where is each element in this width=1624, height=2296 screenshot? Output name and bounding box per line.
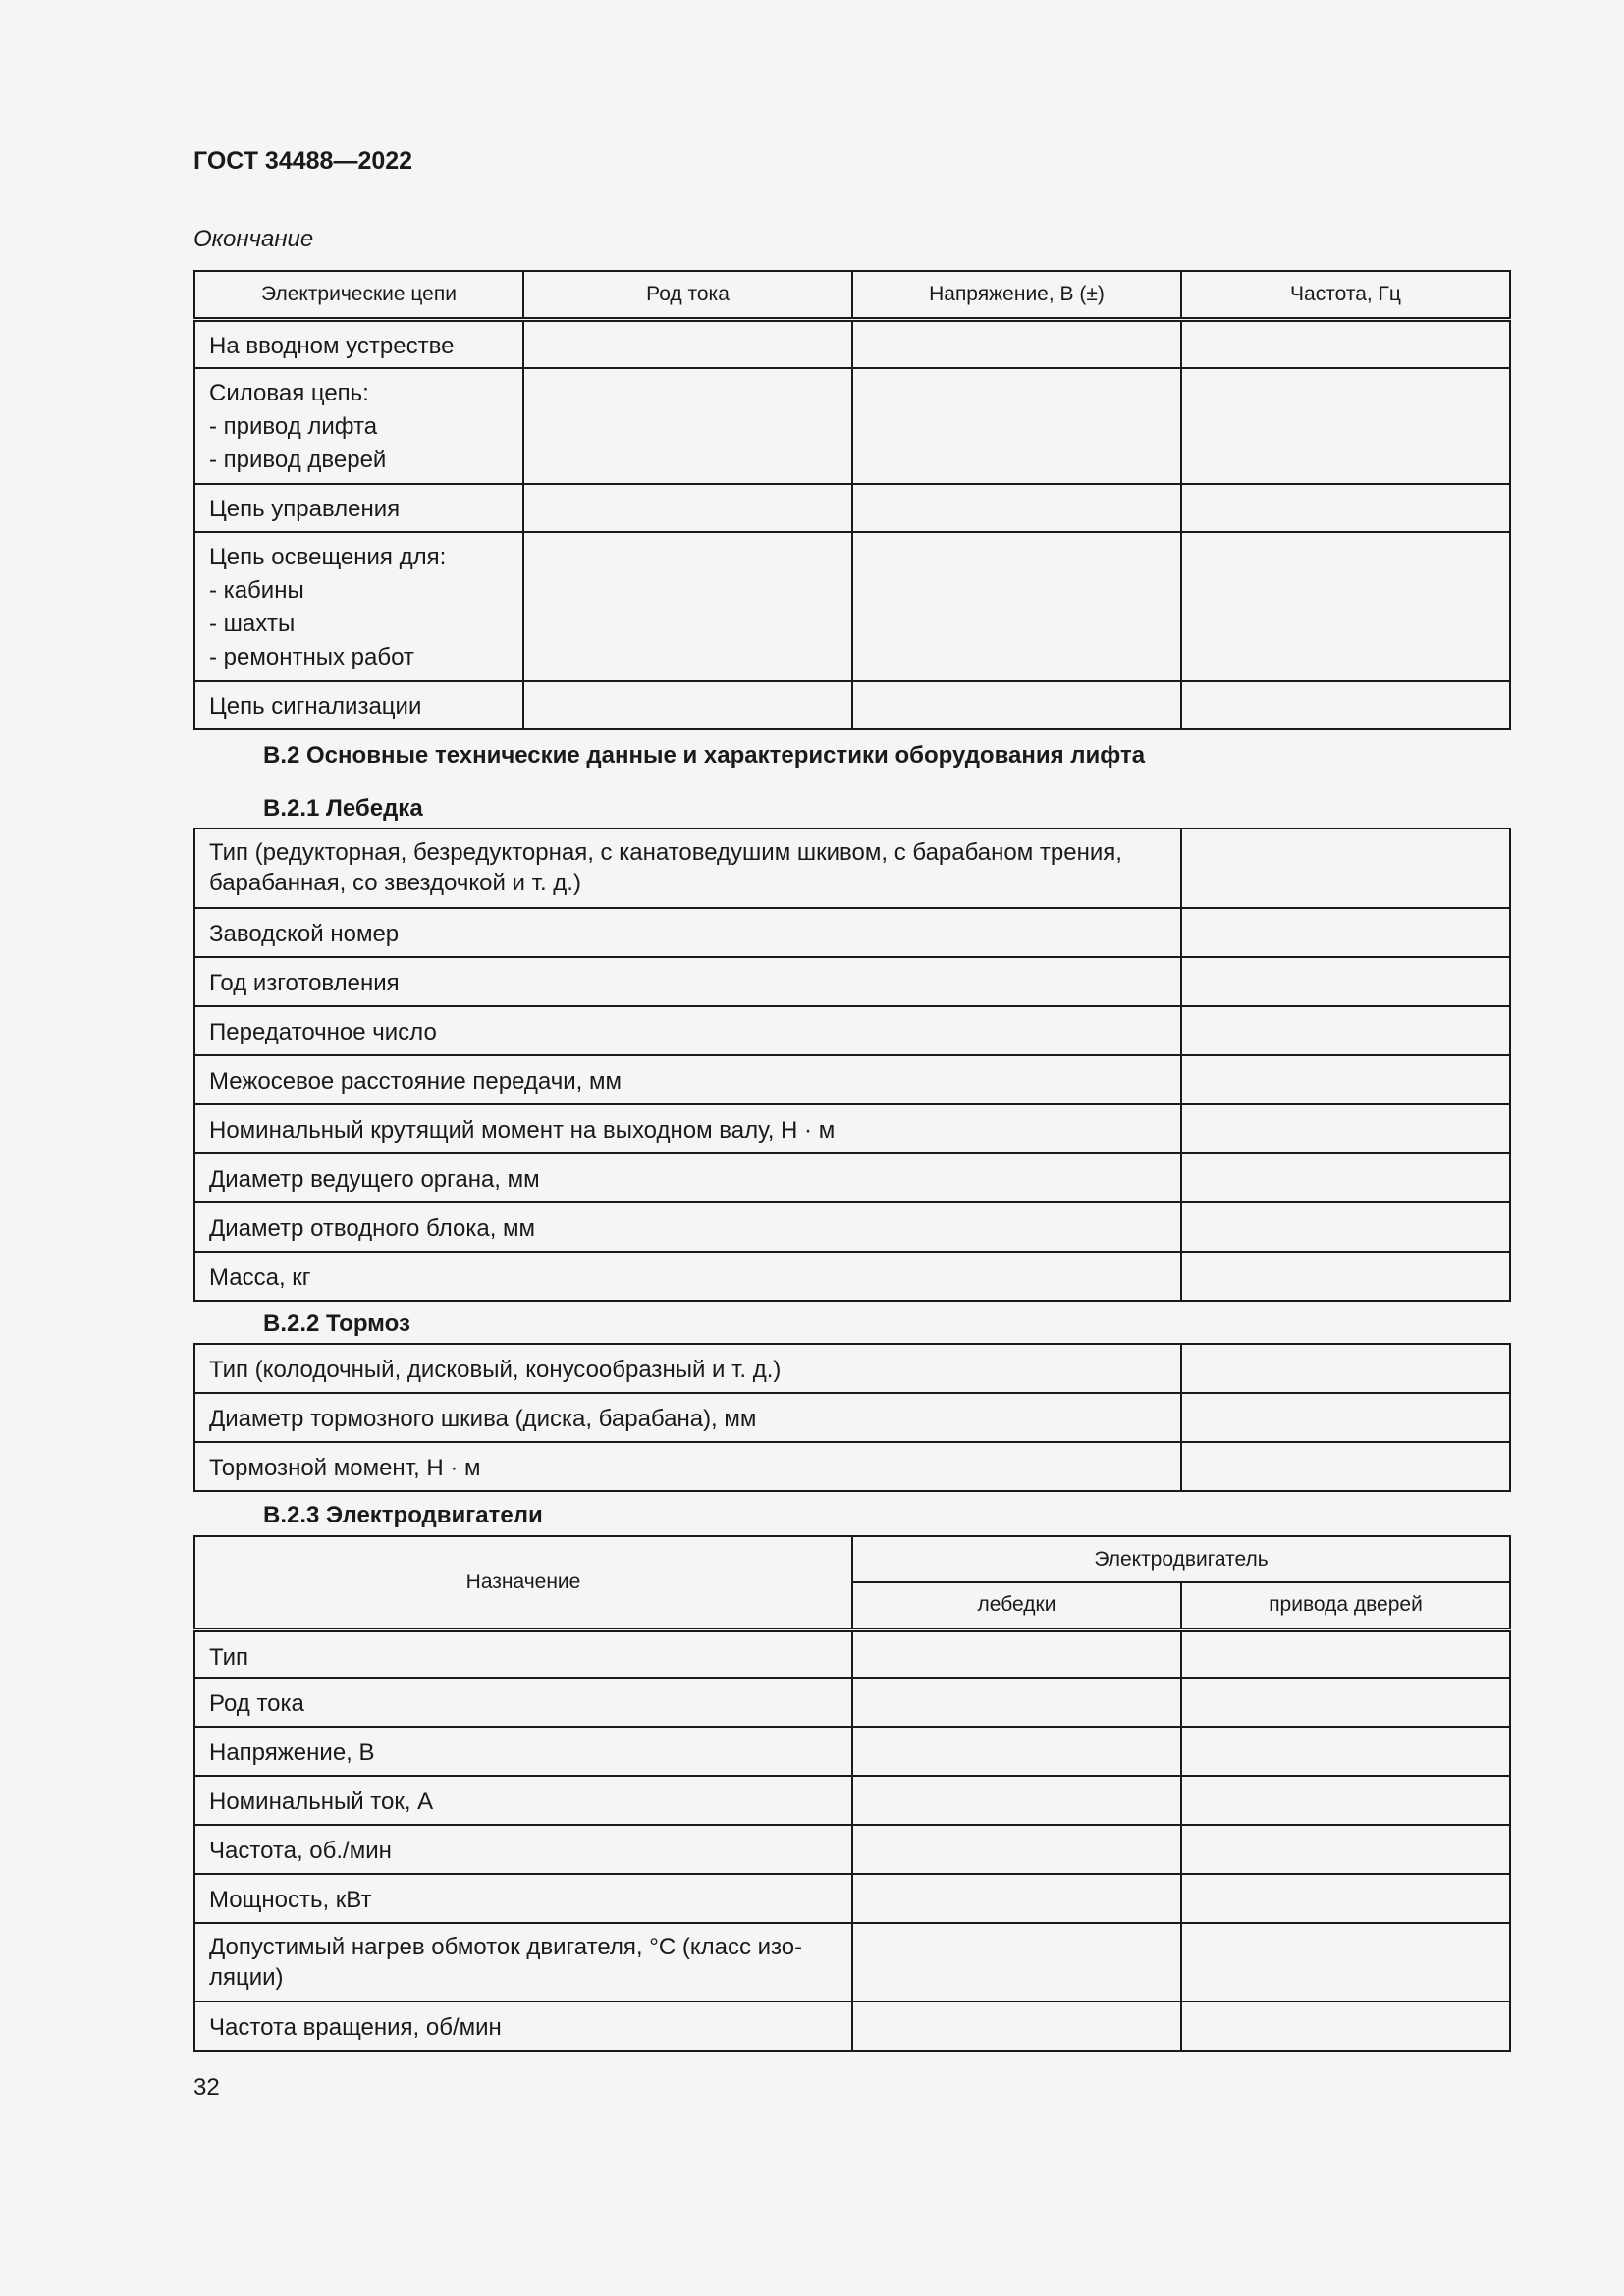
value-cell	[852, 319, 1181, 368]
table-row	[194, 1104, 1510, 1153]
row-label: На вводном устрестве	[194, 319, 523, 368]
table-row	[194, 1678, 1510, 1727]
value-cell	[852, 681, 1181, 729]
value-cell	[852, 1874, 1181, 1923]
value-cell	[1181, 1252, 1510, 1301]
row-label: Тип (редукторная, безредукторная, с канатоведушим шкивом, с барабаном трения, барабанная, со звездочкой и т. д.)	[194, 828, 1181, 908]
table-row	[194, 1825, 1510, 1874]
value-cell	[1181, 319, 1510, 368]
page-number: 32	[193, 2074, 220, 2101]
row-label: Тип	[194, 1629, 852, 1678]
column-header-current-type: Род тока	[523, 271, 852, 319]
table-row	[194, 1393, 1510, 1442]
row-label: Номинальный ток, А	[194, 1776, 852, 1825]
column-header-frequency: Частота, Гц	[1181, 271, 1510, 319]
value-cell	[1181, 1776, 1510, 1825]
value-cell	[1181, 1442, 1510, 1491]
row-label: Межосевое расстояние передачи, мм	[194, 1055, 1181, 1104]
table-row	[194, 1442, 1510, 1491]
column-header-door-drive: привода дверей	[1181, 1582, 1510, 1629]
row-label: Силовая цепь: - привод лифта - привод дверей	[194, 368, 523, 484]
value-cell	[852, 1727, 1181, 1776]
table-row	[194, 681, 1510, 729]
row-label: Напряжение, В	[194, 1727, 852, 1776]
table-row	[194, 1874, 1510, 1923]
table-row	[194, 319, 1510, 368]
column-header-circuits: Электрические цепи	[194, 271, 523, 319]
value-cell	[1181, 1874, 1510, 1923]
brake-table	[193, 1343, 1511, 1492]
value-cell	[523, 681, 852, 729]
table-row	[194, 532, 1510, 681]
value-cell	[852, 532, 1181, 681]
value-cell	[852, 1629, 1181, 1678]
value-cell	[1181, 957, 1510, 1006]
table-row	[194, 484, 1510, 532]
value-cell	[523, 484, 852, 532]
value-cell	[1181, 1393, 1510, 1442]
document-id: ГОСТ 34488—2022	[193, 147, 413, 175]
value-cell	[523, 319, 852, 368]
value-cell	[1181, 828, 1510, 908]
section-heading-b22: В.2.2 Тормоз	[263, 1310, 410, 1337]
table-row	[194, 1202, 1510, 1252]
row-label: Частота, об./мин	[194, 1825, 852, 1874]
table-row	[194, 1923, 1510, 2002]
value-cell	[1181, 1344, 1510, 1393]
value-cell	[852, 1776, 1181, 1825]
row-label: Цепь освещения для: - кабины - шахты - ремонтных работ	[194, 532, 523, 681]
winch-table	[193, 828, 1511, 1302]
value-cell	[1181, 1153, 1510, 1202]
row-label: Номинальный крутящий момент на выходном валу, Н · м	[194, 1104, 1181, 1153]
value-cell	[1181, 2002, 1510, 2051]
table-row	[194, 908, 1510, 957]
table-row	[194, 1344, 1510, 1393]
row-label: Род тока	[194, 1678, 852, 1727]
table-row	[194, 1629, 1510, 1678]
column-header-purpose: Назначение	[194, 1536, 852, 1629]
value-cell	[1181, 1104, 1510, 1153]
value-cell	[1181, 484, 1510, 532]
table-row	[194, 828, 1510, 908]
value-cell	[1181, 532, 1510, 681]
row-label: Заводской номер	[194, 908, 1181, 957]
value-cell	[1181, 1629, 1510, 1678]
value-cell	[1181, 908, 1510, 957]
value-cell	[852, 1678, 1181, 1727]
value-cell	[1181, 368, 1510, 484]
row-label: Допустимый нагрев обмоток двигателя, °С (класс изо- ляции)	[194, 1923, 852, 2002]
column-header-voltage: Напряжение, В (±)	[852, 271, 1181, 319]
table-row	[194, 368, 1510, 484]
table-row	[194, 1252, 1510, 1301]
value-cell	[523, 532, 852, 681]
row-label: Тормозной момент, Н · м	[194, 1442, 1181, 1491]
table-row	[194, 2002, 1510, 2051]
value-cell	[1181, 1678, 1510, 1727]
continuation-label: Окончание	[193, 226, 314, 252]
row-label: Частота вращения, об/мин	[194, 2002, 852, 2051]
value-cell	[852, 368, 1181, 484]
motors-table	[193, 1535, 1511, 2052]
table-row	[194, 1727, 1510, 1776]
value-cell	[852, 2002, 1181, 2051]
section-heading-b23: В.2.3 Электродвигатели	[263, 1502, 543, 1528]
row-label: Передаточное число	[194, 1006, 1181, 1055]
table-row	[194, 1153, 1510, 1202]
value-cell	[523, 368, 852, 484]
row-label: Диаметр отводного блока, мм	[194, 1202, 1181, 1252]
column-header-motor: Электродвигатель	[852, 1536, 1510, 1582]
value-cell	[1181, 1923, 1510, 2002]
table-row	[194, 957, 1510, 1006]
value-cell	[1181, 1006, 1510, 1055]
value-cell	[1181, 1825, 1510, 1874]
row-label: Диаметр ведущего органа, мм	[194, 1153, 1181, 1202]
section-heading-b21: В.2.1 Лебедка	[263, 795, 423, 822]
row-label: Мощность, кВт	[194, 1874, 852, 1923]
table-row	[194, 1055, 1510, 1104]
row-label: Тип (колодочный, дисковый, конусообразный и т. д.)	[194, 1344, 1181, 1393]
row-label: Цепь управления	[194, 484, 523, 532]
value-cell	[1181, 1727, 1510, 1776]
value-cell	[1181, 1055, 1510, 1104]
circuits-table	[193, 270, 1511, 730]
section-heading-b2: В.2 Основные технические данные и характеристики оборудования лифта	[263, 742, 1146, 769]
value-cell	[1181, 681, 1510, 729]
value-cell	[1181, 1202, 1510, 1252]
row-label: Год изготовления	[194, 957, 1181, 1006]
value-cell	[852, 1825, 1181, 1874]
value-cell	[852, 1923, 1181, 2002]
table-row	[194, 1776, 1510, 1825]
table-row	[194, 1006, 1510, 1055]
row-label: Цепь сигнализации	[194, 681, 523, 729]
column-header-winch: лебедки	[852, 1582, 1181, 1629]
row-label: Диаметр тормозного шкива (диска, барабана), мм	[194, 1393, 1181, 1442]
value-cell	[852, 484, 1181, 532]
row-label: Масса, кг	[194, 1252, 1181, 1301]
